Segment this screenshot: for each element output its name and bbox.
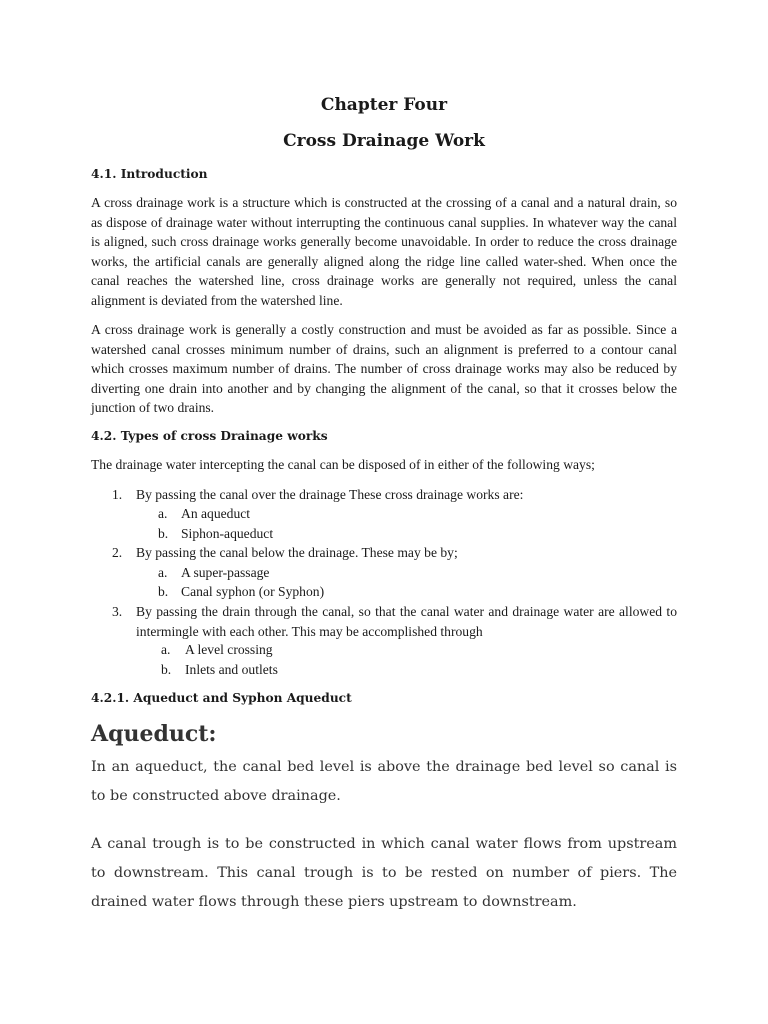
list-item-text: By passing the canal below the drainage. These may be by; <box>136 545 458 560</box>
list-item-text: By passing the drain through the canal, so that the canal water and drainage water are allowed to intermingle with each other. This may be accomplished through <box>136 604 677 639</box>
sub-item-text: Inlets and outlets <box>185 662 278 677</box>
sub-item-letter: b. <box>161 662 172 677</box>
chapter-subtitle: Cross Drainage Work <box>283 131 485 151</box>
sub-item-text: A level crossing <box>185 642 273 657</box>
intro-paragraph-1: A cross drainage work is a structure which is constructed at the crossing of a canal and a natural drain, so as dispose of drainage water without interrupting the continuous canal supplies. In whatever way the canal is aligned, such cross drainage works generally become unavoidable. In order to reduce the cross drainage works, the artificial canals are generally aligned along the ridge line called water-shed. When once the canal reaches the watershed line, cross drainage works are generally not required, unless the canal alignment is deviated from the watershed line. <box>91 195 677 308</box>
section-heading-aqueduct: 4.2.1. Aqueduct and Syphon Aqueduct <box>91 691 352 705</box>
chapter-title: Chapter Four <box>320 95 448 115</box>
list-item-number: 1. <box>112 487 123 502</box>
sub-item-letter: a. <box>158 565 168 580</box>
aqueduct-paragraph-1: In an aqueduct, the canal bed level is above the drainage bed level so canal is to be constructed above drainage. <box>91 759 677 804</box>
sub-item-letter: a. <box>158 506 168 521</box>
intro-paragraph-2: A cross drainage work is generally a costly construction and must be avoided as far as possible. Since a watershed canal crosses minimum number of drains, such an alignment is preferred to a contour canal which crosses maximum number of drains. The number of cross drainage works may also be reduced by diverting one drain into another and by changing the alignment of the canal, so that it crosses below the junction of two drains. <box>91 322 677 415</box>
sub-item-letter: a. <box>161 642 171 657</box>
sub-item-text: An aqueduct <box>181 506 251 521</box>
sub-item-text: A super-passage <box>181 565 270 580</box>
list-item-number: 3. <box>112 604 123 619</box>
list-item-number: 2. <box>112 545 123 560</box>
sub-item-letter: b. <box>158 584 169 599</box>
sub-item-text: Siphon-aqueduct <box>181 526 274 541</box>
sub-item-text: Canal syphon (or Syphon) <box>181 584 325 599</box>
aqueduct-title: Aqueduct: <box>91 721 217 747</box>
sub-item-letter: b. <box>158 526 169 541</box>
aqueduct-paragraph-2: A canal trough is to be constructed in which canal water flows from upstream to downstream. This canal trough is to be rested on number of piers. The drained water flows through these piers upstream to downstream. <box>91 836 677 910</box>
section-heading-introduction: 4.1. Introduction <box>91 167 208 181</box>
types-lead-paragraph: The drainage water intercepting the canal can be disposed of in either of the following ways; <box>91 457 595 472</box>
section-heading-types: 4.2. Types of cross Drainage works <box>91 429 328 443</box>
list-item-text: By passing the canal over the drainage These cross drainage works are: <box>136 487 524 502</box>
